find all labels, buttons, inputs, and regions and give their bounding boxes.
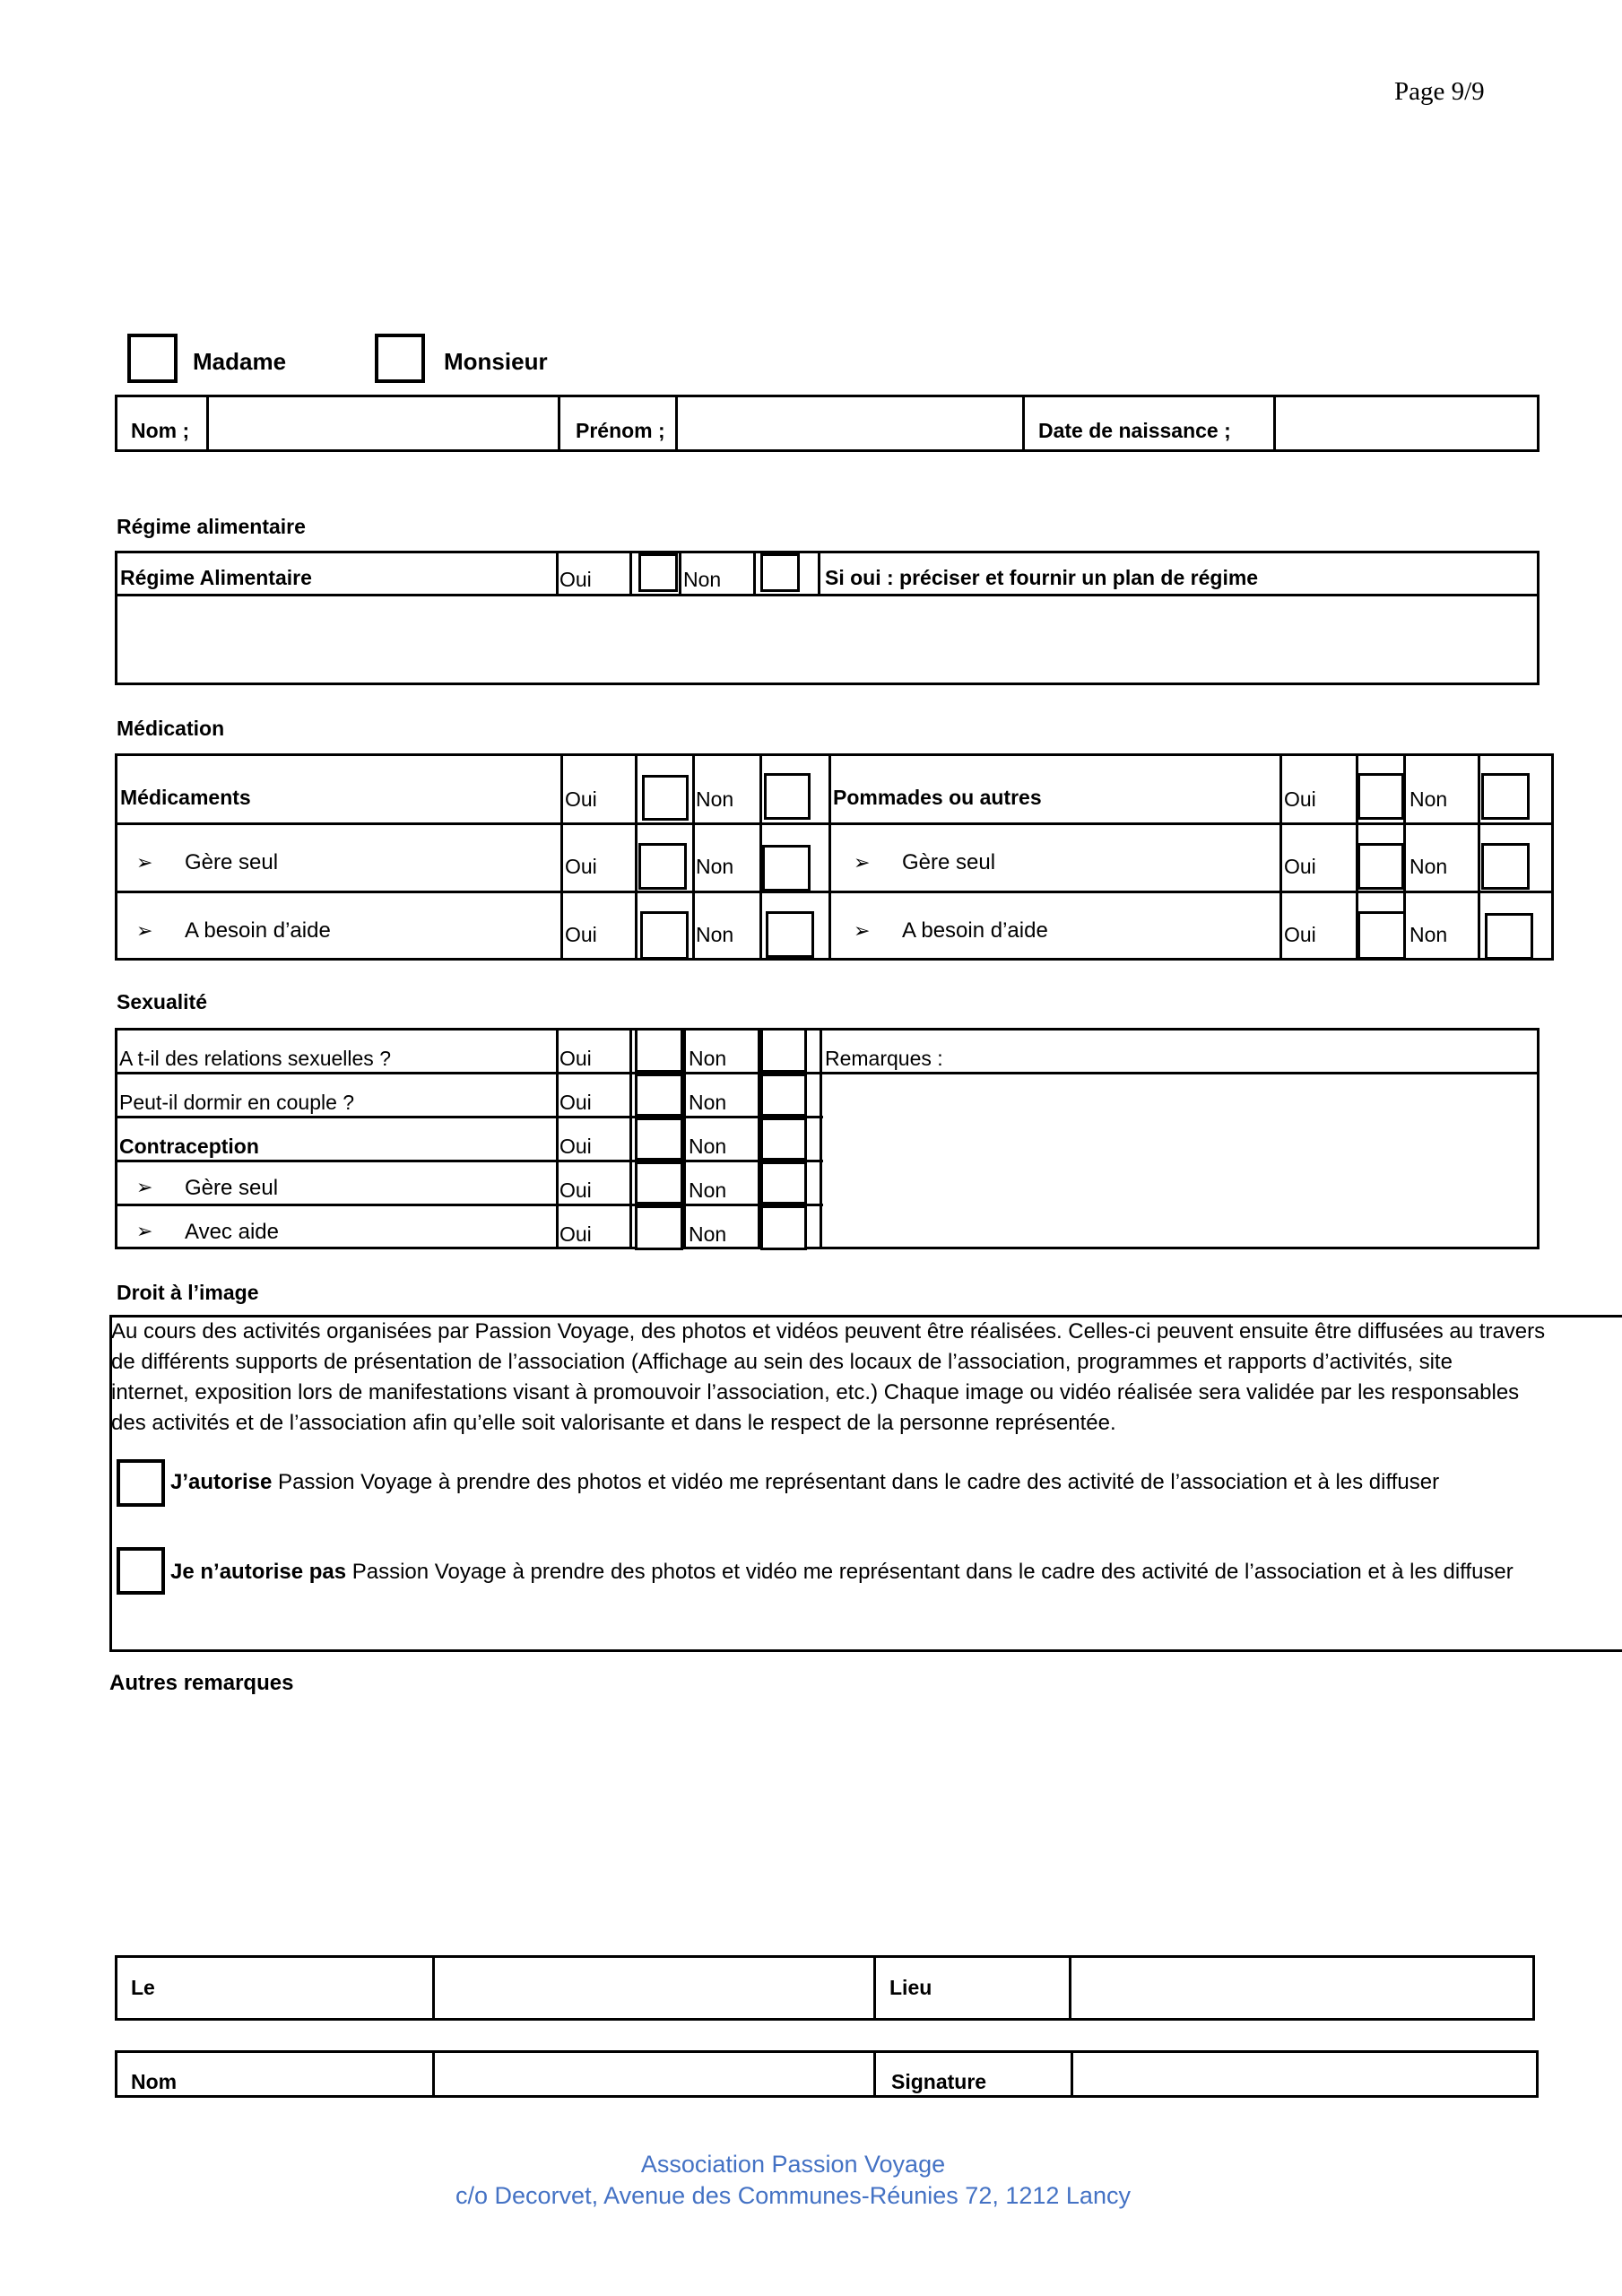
med-besoin-aide-non-checkbox[interactable]	[766, 911, 814, 958]
lieu-label: Lieu	[889, 1976, 932, 1999]
droit-image-paragraph	[111, 1317, 1618, 1439]
sex-oui-label: Oui	[559, 1222, 592, 1246]
sexualite-row-label: Avec aide	[185, 1220, 279, 1244]
autorise-text: Passion Voyage à prendre des photos et vidéo me représentant dans le cadre des activité de l’association et à les diffuser	[272, 1470, 1440, 1494]
pommades-oui-label: Oui	[1284, 787, 1316, 811]
nom-signature-label: Nom	[131, 2070, 178, 2093]
med-gere-seul-label: Gère seul	[185, 850, 279, 874]
contraception-oui-checkbox[interactable]	[635, 1118, 683, 1161]
nom-field[interactable]	[210, 398, 556, 449]
sex-oui-label: Oui	[559, 1135, 592, 1158]
contra-gere-seul-oui-checkbox[interactable]	[635, 1161, 683, 1205]
sexualite-row-label: Contraception	[119, 1135, 259, 1158]
med-besoin-aide-oui-label: Oui	[565, 923, 597, 946]
date-naissance-field[interactable]	[1277, 398, 1537, 449]
pom-besoin-aide-oui-checkbox[interactable]	[1357, 911, 1406, 960]
nautorise-checkbox[interactable]	[117, 1547, 165, 1595]
pom-besoin-aide-non-label: Non	[1409, 923, 1448, 946]
bullet-arrow-icon: ➢	[136, 1177, 153, 1199]
regime-si-oui-label: Si oui : préciser et fournir un plan de régime	[825, 566, 1259, 589]
med-gere-seul-non-checkbox[interactable]	[762, 845, 811, 891]
pom-gere-seul-oui-label: Oui	[1284, 855, 1316, 878]
sex-non-label: Non	[689, 1091, 727, 1114]
signature-label: Signature	[891, 2070, 987, 2093]
autorise-checkbox[interactable]	[117, 1459, 165, 1507]
bullet-arrow-icon: ➢	[136, 852, 153, 874]
le-field[interactable]	[436, 1958, 872, 2018]
medication-section-title: Médication	[117, 717, 225, 740]
sex-non-label: Non	[689, 1047, 727, 1070]
nautorise-bold: Je n’autorise pas	[170, 1560, 347, 1584]
pom-besoin-aide-oui-label: Oui	[1284, 923, 1316, 946]
sex-oui-label: Oui	[559, 1178, 592, 1202]
pom-gere-seul-label: Gère seul	[902, 850, 996, 874]
bullet-arrow-icon: ➢	[854, 852, 871, 874]
med-gere-seul-oui-checkbox[interactable]	[638, 843, 687, 890]
regime-section-title: Régime alimentaire	[117, 515, 306, 538]
sex-non-label: Non	[689, 1135, 727, 1158]
med-besoin-aide-label: A besoin d’aide	[185, 918, 331, 943]
bullet-arrow-icon: ➢	[136, 1221, 153, 1243]
footer-address: c/o Decorvet, Avenue des Communes-Réunies 72, 1212 Lancy	[455, 2182, 1131, 2209]
sex-non-label: Non	[689, 1178, 727, 1202]
regime-row-label: Régime Alimentaire	[120, 566, 312, 589]
autres-remarques-title: Autres remarques	[109, 1671, 294, 1695]
autres-remarques-field[interactable]	[109, 1704, 1535, 1937]
nom-label: Nom ;	[131, 419, 190, 442]
droit-image-section-title: Droit à l’image	[117, 1281, 259, 1304]
autorise-statement	[170, 1472, 1439, 1493]
contra-avec-aide-oui-checkbox[interactable]	[635, 1205, 683, 1250]
remarques-label: Remarques :	[825, 1047, 943, 1070]
sex-non-label: Non	[689, 1222, 727, 1246]
med-gere-seul-non-label: Non	[696, 855, 734, 878]
paragraph-line: Au cours des activités organisées par Passion Voyage, des photos et vidéos peuvent être réalisées. Celles-ci peuvent ensuite être diffusées au travers	[111, 1319, 1546, 1344]
pom-besoin-aide-label: A besoin d’aide	[902, 918, 1048, 943]
regime-non-label: Non	[683, 568, 722, 591]
le-label: Le	[131, 1976, 155, 1999]
bullet-arrow-icon: ➢	[136, 920, 153, 943]
relations-oui-checkbox[interactable]	[635, 1028, 683, 1073]
madame-checkbox[interactable]	[127, 334, 178, 383]
med-besoin-aide-non-label: Non	[696, 923, 734, 946]
signature-field[interactable]	[1074, 2053, 1536, 2095]
contra-gere-seul-non-checkbox[interactable]	[760, 1161, 807, 1205]
monsieur-checkbox[interactable]	[375, 334, 425, 383]
pom-gere-seul-oui-checkbox[interactable]	[1357, 843, 1404, 890]
autorise-bold: J’autorise	[170, 1470, 273, 1494]
nom-signature-field[interactable]	[436, 2053, 872, 2095]
sex-oui-label: Oui	[559, 1091, 592, 1114]
med-besoin-aide-oui-checkbox[interactable]	[640, 911, 689, 960]
contraception-non-checkbox[interactable]	[760, 1118, 807, 1161]
pommades-non-label: Non	[1409, 787, 1448, 811]
pommades-non-checkbox[interactable]	[1481, 773, 1530, 820]
remarques-field[interactable]	[823, 1074, 1537, 1247]
paragraph-line: internet, exposition lors de manifestations visant à promouvoir l’association, etc.) Chaque image ou vidéo réalisée sera validée par les responsables	[111, 1380, 1520, 1405]
regime-oui-label: Oui	[559, 568, 592, 591]
sexualite-row-label: Gère seul	[185, 1176, 279, 1200]
sexualite-section-title: Sexualité	[117, 990, 207, 1013]
sexualite-row-label: A t-il des relations sexuelles ?	[119, 1047, 391, 1070]
date-naissance-label: Date de naissance ;	[1038, 419, 1231, 442]
med-gere-seul-oui-label: Oui	[565, 855, 597, 878]
relations-non-checkbox[interactable]	[760, 1028, 807, 1073]
pom-gere-seul-non-checkbox[interactable]	[1481, 843, 1530, 890]
regime-oui-checkbox[interactable]	[638, 553, 678, 592]
medicaments-oui-checkbox[interactable]	[642, 775, 689, 821]
medicaments-non-checkbox[interactable]	[764, 773, 811, 820]
regime-details-field[interactable]	[117, 597, 1537, 683]
pom-besoin-aide-non-checkbox[interactable]	[1485, 913, 1533, 960]
paragraph-line: des activités et de l’association afin qu’elle soit valorisante et dans le respect de la personne représentée.	[111, 1411, 1116, 1435]
paragraph-line: de différents supports de présentation de l’association (Affichage au sein des locaux de l’association, programmes et rapports d’activités, site	[111, 1350, 1453, 1374]
footer-association: Association Passion Voyage	[640, 2151, 946, 2178]
prenom-field[interactable]	[679, 398, 1020, 449]
couple-non-checkbox[interactable]	[760, 1074, 807, 1117]
monsieur-label: Monsieur	[444, 348, 548, 375]
couple-oui-checkbox[interactable]	[635, 1074, 683, 1117]
contra-avec-aide-non-checkbox[interactable]	[760, 1205, 807, 1250]
pom-gere-seul-non-label: Non	[1409, 855, 1448, 878]
lieu-field[interactable]	[1072, 1958, 1532, 2018]
pommades-oui-checkbox[interactable]	[1357, 773, 1404, 820]
pommades-header: Pommades ou autres	[833, 786, 1042, 809]
med-non-label: Non	[696, 787, 734, 811]
prenom-label: Prénom ;	[576, 419, 665, 442]
nautorise-text: Passion Voyage à prendre des photos et vidéo me représentant dans le cadre des activité de l’association et à les diffuser	[346, 1560, 1514, 1584]
medicaments-header: Médicaments	[120, 786, 251, 809]
page-number: Page 9/9	[1394, 77, 1485, 106]
bullet-arrow-icon: ➢	[854, 920, 871, 943]
madame-label: Madame	[193, 348, 287, 375]
nautorise-statement	[170, 1561, 1514, 1583]
regime-non-checkbox[interactable]	[760, 553, 800, 592]
sex-oui-label: Oui	[559, 1047, 592, 1070]
med-oui-label: Oui	[565, 787, 597, 811]
sexualite-row-label: Peut-il dormir en couple ?	[119, 1091, 355, 1114]
